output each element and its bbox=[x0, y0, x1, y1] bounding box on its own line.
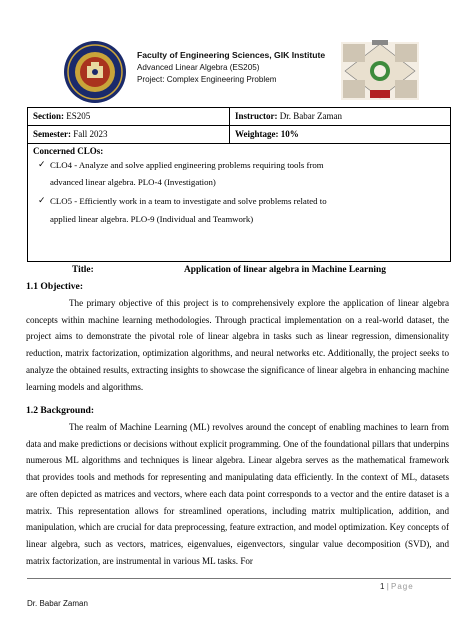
gik-institute-logo bbox=[63, 40, 127, 104]
semester-value: Fall 2023 bbox=[73, 129, 108, 139]
check-icon: ✓ bbox=[38, 196, 46, 206]
page-separator: | bbox=[386, 582, 389, 591]
footer-divider bbox=[27, 578, 451, 579]
footer-author: Dr. Babar Zaman bbox=[27, 599, 88, 608]
instructor-value: Dr. Babar Zaman bbox=[279, 111, 342, 121]
course-info-table bbox=[27, 107, 451, 262]
clo5-line1: CLO5 - Efficiently work in a team to investigate and solve problems related to bbox=[50, 196, 327, 206]
clos-heading: Concerned CLOs: bbox=[33, 146, 104, 156]
weightage-cell: Weightage: 10% bbox=[235, 129, 299, 139]
title-label: Title: bbox=[72, 265, 94, 275]
objective-paragraph: The primary objective of this project is to comprehensively explore the application of linear algebra concepts within machine learning methodologies. Through practical implementation on a real-world dataset, the project aims to demonstrate the pivotal role of linear algebra in tasks such as linear regression, dimensionality reduction, matrix factorization, optimization algorithms, and neural networks etc. Additionally, the project seeks to analyze the obtained results, extracting insights to showcase the significance of linear algebra in enhancing machine learning models and algorithms. bbox=[26, 298, 449, 392]
section-cell bbox=[33, 111, 90, 121]
project-title: Application of linear algebra in Machine Learning bbox=[184, 265, 386, 275]
page-indicator bbox=[380, 582, 414, 591]
clo5-line2: applied linear algebra. PLO-9 (Individual and Teamwork) bbox=[50, 214, 254, 224]
instructor-cell bbox=[235, 111, 342, 121]
page-word: Page bbox=[391, 582, 414, 591]
semester-label: Semester: bbox=[33, 129, 71, 139]
objective-heading: 1.1 Objective: bbox=[26, 281, 84, 292]
section-value: ES205 bbox=[66, 111, 91, 121]
faculty-crest-logo bbox=[339, 38, 421, 104]
page-number: 1 bbox=[380, 582, 385, 591]
check-icon: ✓ bbox=[38, 160, 46, 170]
clo4-line2: advanced linear algebra. PLO-4 (Investigation) bbox=[50, 177, 216, 187]
header-project: Project: Complex Engineering Problem bbox=[137, 75, 277, 84]
clo4-line1: CLO4 - Analyze and solve applied engineering problems requiring tools from bbox=[50, 160, 324, 170]
background-paragraph: The realm of Machine Learning (ML) revolves around the concept of enabling machines to learn from data and make predictions or decisions without explicit programming. One of the foundational pillars that underpins numerous ML algorithms and techniques is linear algebra. Linear algebra serves as the mathematical framework that provides tools and methods for representing and manipulating data efficiently. In the context of ML, datasets are often depicted as matrices and vectors, where each data point corresponds to a vector and the entire dataset is a matrix. This representation allows for streamlined operations, including matrix multiplication, addition, and manipulation, which are crucial for data preprocessing, feature extraction, and model optimization. Key concepts of linear algebra, such as vectors, matrices, eigenvalues, eigenvectors, singular value decomposition (SVD), and matrix factorization, are instrumental in various ML tasks. For bbox=[26, 422, 449, 566]
section-label: Section: bbox=[33, 111, 64, 121]
instructor-label: Instructor: bbox=[235, 111, 278, 121]
header-course: Advanced Linear Algebra (ES205) bbox=[137, 63, 260, 72]
semester-cell bbox=[33, 129, 108, 139]
background-heading: 1.2 Background: bbox=[26, 405, 95, 416]
header-faculty: Faculty of Engineering Sciences, GIK Institute bbox=[137, 50, 326, 60]
